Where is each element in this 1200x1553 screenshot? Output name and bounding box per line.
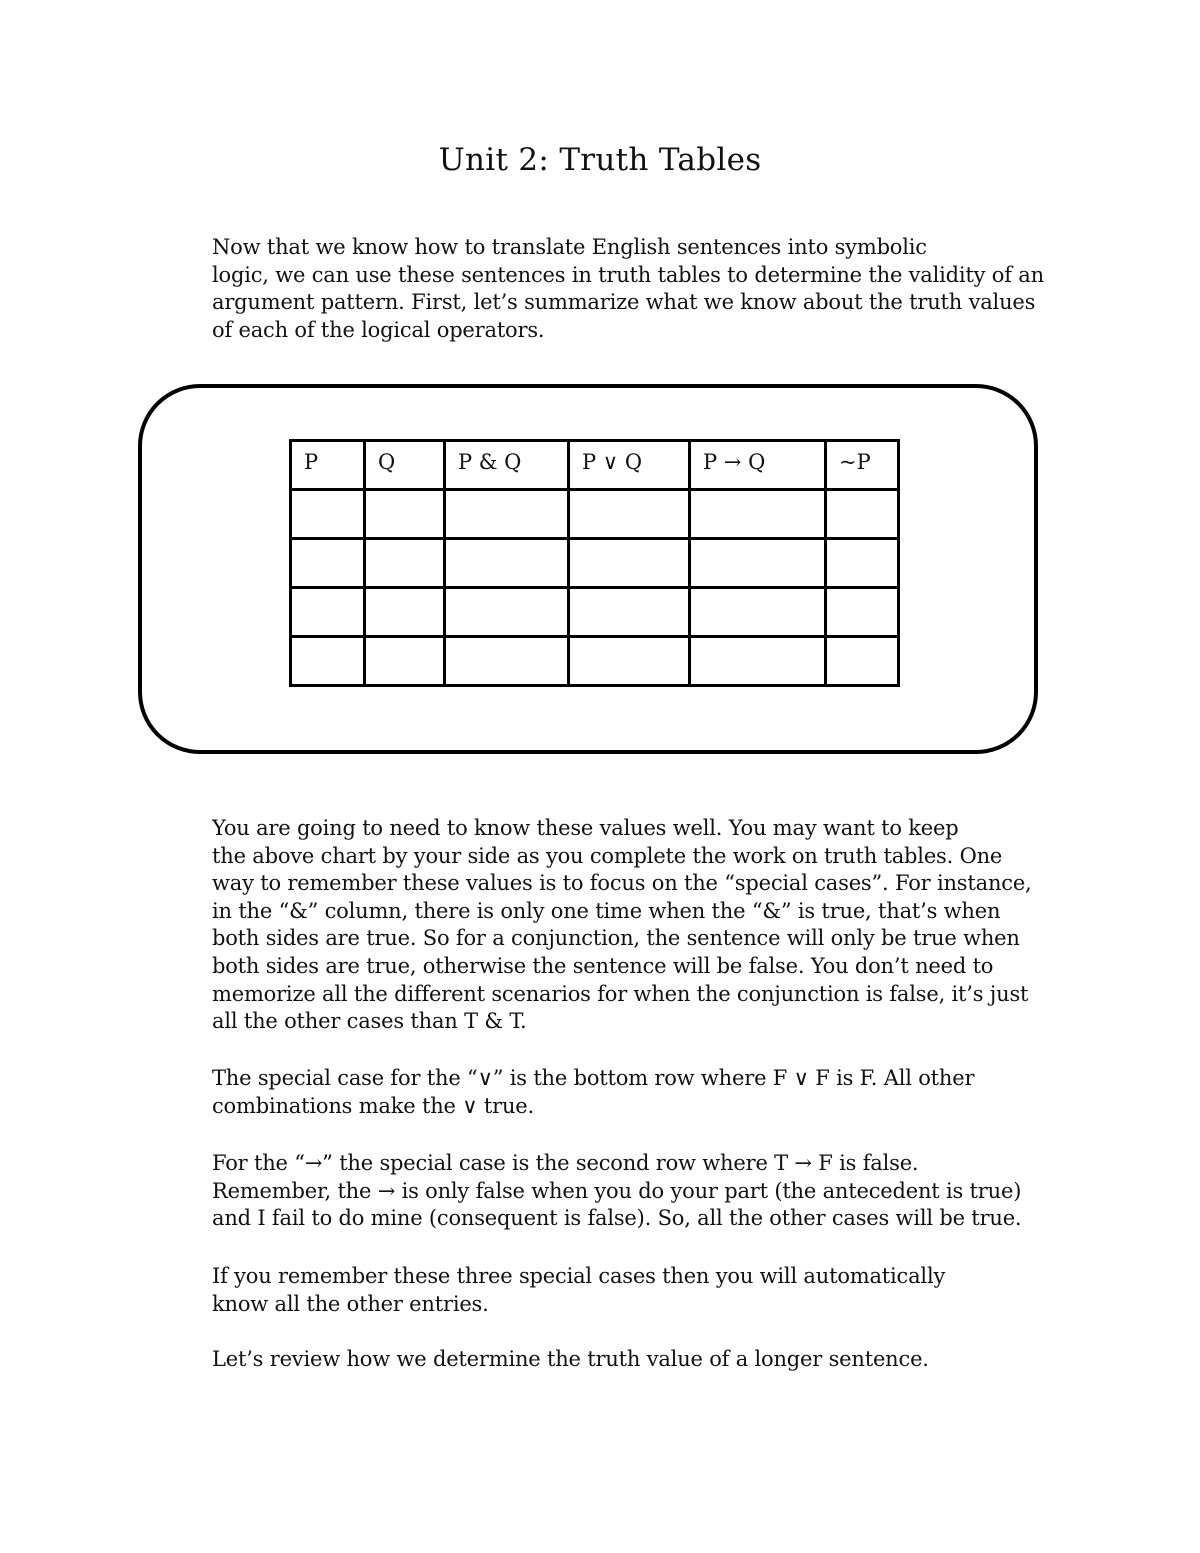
page-title: Unit 2: Truth Tables	[438, 142, 762, 178]
paragraph-line: Let’s review how we determine the truth value of a longer sentence.	[212, 1347, 929, 1371]
column-header-negation	[826, 441, 899, 490]
table-cell	[690, 588, 826, 637]
paragraph-line: If you remember these three special cases then you will automatically	[212, 1264, 946, 1288]
table-cell	[291, 588, 365, 637]
column-header-q	[365, 441, 445, 490]
paragraph-line: all the other cases than T & T.	[212, 1009, 527, 1034]
table-cell	[569, 588, 690, 637]
paragraph-line: the above chart by your side as you complete the work on truth tables. One	[212, 843, 1003, 868]
table-cell	[569, 490, 690, 539]
column-header-label: Q	[378, 450, 396, 474]
table-cell	[569, 637, 690, 686]
paragraph-line: both sides are true, otherwise the sentence will be false. You don’t need to	[212, 953, 994, 978]
conditional-paragraph	[142, 1150, 1062, 1233]
table-cell	[291, 490, 365, 539]
paragraph-line: and I fail to do mine (consequent is false). So, all the other cases will be true.	[212, 1206, 1022, 1231]
column-header-label: ~P	[839, 450, 871, 474]
table-cell	[826, 539, 899, 588]
table-cell	[826, 588, 899, 637]
paragraph-line: Now that we know how to translate English sentences into symbolic	[212, 235, 927, 259]
table-row	[291, 539, 899, 588]
table-cell	[690, 490, 826, 539]
truth-table	[289, 439, 900, 687]
paragraph-line: The special case for the “∨” is the bottom row where F ∨ F is F. All other	[212, 1066, 975, 1090]
paragraph-line: way to remember these values is to focus on the “special cases”. For instance,	[212, 871, 1032, 896]
column-header-label: P & Q	[458, 450, 522, 474]
paragraph-line: For the “→” the special case is the second row where T → F is false.	[212, 1151, 919, 1175]
table-cell	[365, 490, 445, 539]
column-header-conjunction	[445, 441, 569, 490]
paragraph-line: Remember, the → is only false when you do your part (the antecedent is true)	[212, 1178, 1022, 1203]
table-cell	[365, 588, 445, 637]
table-cell	[365, 637, 445, 686]
column-header-p	[291, 441, 365, 490]
table-cell	[291, 539, 365, 588]
table-cell	[826, 490, 899, 539]
values-paragraph	[142, 815, 1062, 1036]
table-header-row	[291, 441, 899, 490]
review-paragraph	[142, 1346, 1062, 1374]
paragraph-line: You are going to need to know these values well. You may want to keep	[212, 816, 959, 840]
paragraph-line: logic, we can use these sentences in truth tables to determine the validity of an	[212, 262, 1044, 287]
paragraph-line: argument pattern. First, let’s summarize what we know about the truth values	[212, 290, 1036, 315]
column-header-label: P → Q	[703, 450, 766, 474]
table-cell	[445, 490, 569, 539]
table-row	[291, 588, 899, 637]
table-cell	[291, 637, 365, 686]
table-cell	[445, 539, 569, 588]
paragraph-line: combinations make the ∨ true.	[212, 1093, 534, 1118]
table-row	[291, 490, 899, 539]
special-cases-paragraph	[142, 1263, 1062, 1318]
column-header-label: P ∨ Q	[582, 450, 643, 474]
table-cell	[445, 588, 569, 637]
table-cell	[365, 539, 445, 588]
paragraph-line: know all the other entries.	[212, 1291, 489, 1316]
paragraph-line: of each of the logical operators.	[212, 317, 545, 342]
table-cell	[569, 539, 690, 588]
column-header-label: P	[304, 450, 319, 474]
column-header-disjunction	[569, 441, 690, 490]
paragraph-line: in the “&” column, there is only one time when the “&” is true, that’s when	[212, 898, 1001, 923]
table-row	[291, 637, 899, 686]
disjunction-paragraph	[142, 1065, 1062, 1120]
intro-paragraph	[142, 234, 1062, 344]
table-cell	[826, 637, 899, 686]
column-header-conditional	[690, 441, 826, 490]
paragraph-line: both sides are true. So for a conjunction, the sentence will only be true when	[212, 926, 1020, 951]
table-cell	[690, 637, 826, 686]
table-cell	[690, 539, 826, 588]
paragraph-line: memorize all the different scenarios for when the conjunction is false, it’s just	[212, 981, 1029, 1006]
table-cell	[445, 637, 569, 686]
